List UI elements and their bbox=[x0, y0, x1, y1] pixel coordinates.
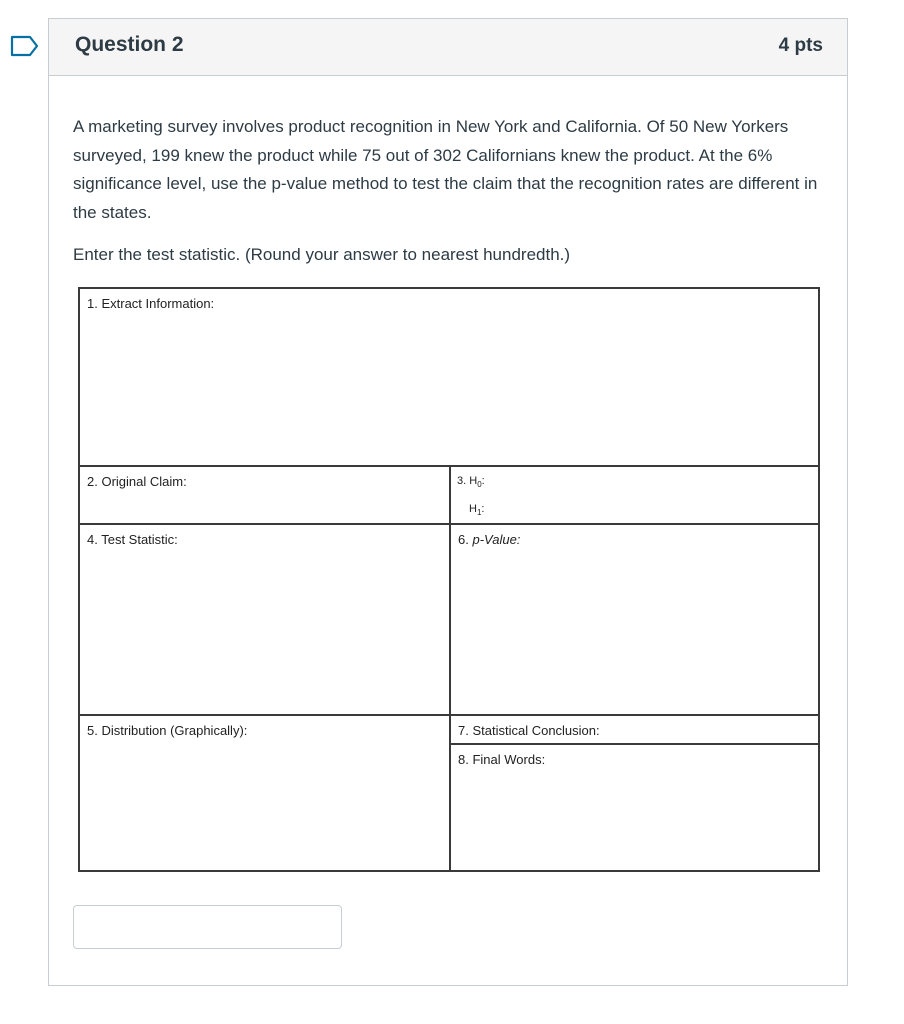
flag-question-icon[interactable] bbox=[10, 35, 40, 57]
answer-input[interactable] bbox=[73, 905, 342, 949]
extract-information-label: 1. Extract Information: bbox=[87, 296, 215, 311]
final-words-cell bbox=[451, 745, 818, 870]
alternative-hypothesis-label: $H_1$: bbox=[469, 503, 485, 518]
question-points: 4 pts bbox=[778, 35, 823, 56]
distribution-label: 5. Distribution (Graphically): bbox=[87, 723, 248, 738]
statistical-conclusion-label: 7. Statistical Conclusion: bbox=[458, 723, 600, 738]
original-claim-label: 2. Original Claim: bbox=[87, 474, 187, 489]
question-text: A marketing survey involves product recognition in New York and California. Of 50 New Yorkers surveyed, 199 knew the product while 75 out of 302 Californians knew the product. At the 6% significance level, use the p-value method to test the claim that the recognition rates are different in the states. bbox=[73, 117, 818, 222]
p-value-label: 6. p-Value: bbox=[458, 532, 521, 547]
hypothesis-test-worksheet bbox=[78, 287, 820, 872]
distribution-cell bbox=[80, 716, 449, 870]
extract-information-cell bbox=[80, 289, 818, 465]
test-statistic-label: 4. Test Statistic: bbox=[87, 532, 178, 547]
question-prompt: Enter the test statistic. (Round your answer to nearest hundredth.) bbox=[73, 245, 571, 264]
question-card bbox=[48, 18, 848, 986]
statistical-conclusion-cell bbox=[451, 716, 818, 743]
final-words-label: 8. Final Words: bbox=[458, 752, 546, 767]
original-claim-cell bbox=[80, 467, 449, 523]
question-title: Question 2 bbox=[75, 33, 184, 56]
test-statistic-cell bbox=[80, 525, 449, 714]
null-hypothesis-label: 3. $H_0$: bbox=[457, 475, 485, 490]
question-header bbox=[49, 19, 847, 76]
hypotheses-cell bbox=[451, 467, 818, 523]
p-value-cell bbox=[451, 525, 818, 714]
